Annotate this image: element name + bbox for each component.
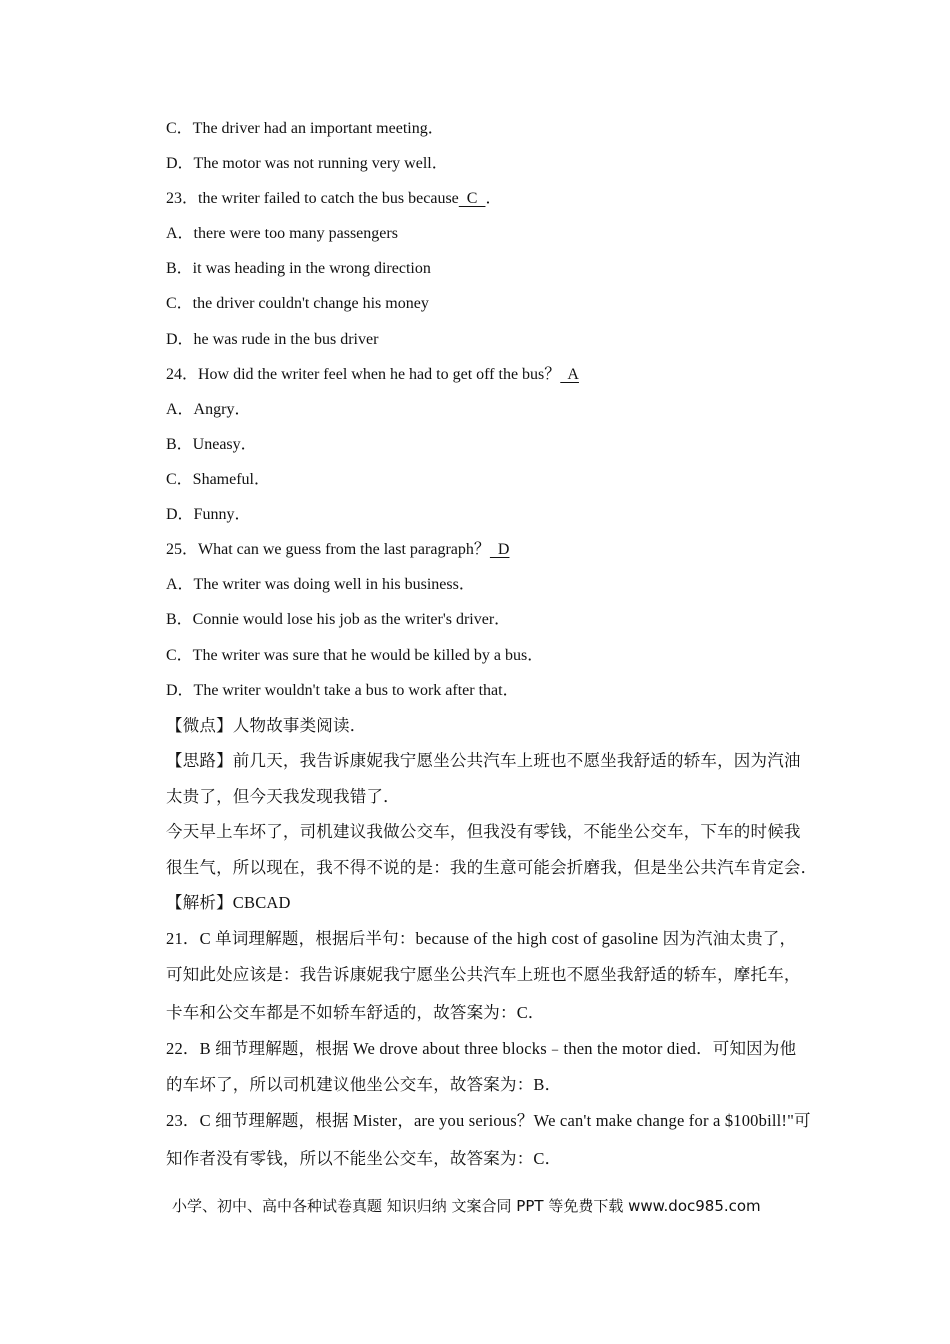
q22-option-d: D．The motor was not running very well． <box>166 155 448 172</box>
q24-option-d: D．Funny． <box>166 506 251 523</box>
q25-option-a: A．The writer was doing well in his business． <box>166 576 475 593</box>
silu-line-2: 太贵了，但今天我发现我错了． <box>166 787 400 806</box>
q23-end: ． <box>485 190 502 207</box>
q25-question <box>166 540 509 560</box>
q23-stem: 23．the writer failed to catch the bus because <box>166 190 459 207</box>
explanation-23-line-2: 知作者没有零钱，所以不能坐公交车，故答案为：C． <box>166 1149 562 1168</box>
explanation-22-line-2: 的车坏了，所以司机建议他坐公交车，故答案为：B． <box>166 1075 562 1094</box>
q23-option-d: D．he was rude in the bus driver <box>166 331 379 348</box>
q24-option-c: C．Shameful． <box>166 471 270 488</box>
silu-line-4: 很生气，所以现在，我不得不说的是：我的生意可能会折磨我，但是坐公共汽车肯定会． <box>166 858 818 877</box>
weidian-heading: 【微点】人物故事类阅读． <box>166 716 367 735</box>
q22-option-c: C．The driver had an important meeting． <box>166 120 444 137</box>
q25-option-d: D．The writer wouldn't take a bus to work after that． <box>166 682 519 699</box>
q23-option-b: B．it was heading in the wrong direction <box>166 260 431 277</box>
q23-question <box>166 189 501 209</box>
q24-answer: A <box>560 366 579 383</box>
q23-answer: C <box>458 190 486 207</box>
explanation-21-line-1: 21．C 单词理解题，根据后半句：because of the high cost of gasoline 因为汽油太贵了， <box>166 929 797 948</box>
explanation-23-line-1: 23．C 细节理解题，根据 Mister，are you serious？We can't make change for a $100bill!"可 <box>166 1111 811 1130</box>
q24-option-a: A．Angry． <box>166 401 251 418</box>
jiexi-heading: 【解析】CBCAD <box>166 893 291 912</box>
q25-answer: D <box>489 541 510 558</box>
explanation-21-line-2: 可知此处应该是：我告诉康妮我宁愿坐公共汽车上班也不愿坐我舒适的轿车，摩托车， <box>166 965 801 984</box>
q24-question <box>166 365 579 385</box>
explanation-22-line-1: 22．B 细节理解题，根据 We drove about three blocks﹣then the motor died．可知因为他 <box>166 1039 797 1058</box>
q25-option-c: C．The writer was sure that he would be killed by a bus． <box>166 647 544 664</box>
explanation-21-line-3: 卡车和公交车都是不如轿车舒适的，故答案为：C． <box>166 1003 545 1022</box>
q23-option-c: C．the driver couldn't change his money <box>166 295 429 312</box>
silu-line-1: 【思路】前几天，我告诉康妮我宁愿坐公共汽车上班也不愿坐我舒适的轿车，因为汽油 <box>166 751 801 770</box>
q24-stem: 24．How did the writer feel when he had to get off the bus？ <box>166 366 561 383</box>
silu-line-3: 今天早上车坏了，司机建议我做公交车，但我没有零钱，不能坐公交车，下车的时候我 <box>166 822 801 841</box>
page-footer: 小学、初中、高中各种试卷真题 知识归纳 文案合同 PPT 等免费下载 www.doc985.com <box>172 1197 761 1215</box>
q24-option-b: B．Uneasy． <box>166 436 257 453</box>
q25-stem: 25．What can we guess from the last paragraph？ <box>166 541 490 558</box>
q23-option-a: A．there were too many passengers <box>166 225 398 242</box>
q25-option-b: B．Connie would lose his job as the writer's driver． <box>166 611 511 628</box>
